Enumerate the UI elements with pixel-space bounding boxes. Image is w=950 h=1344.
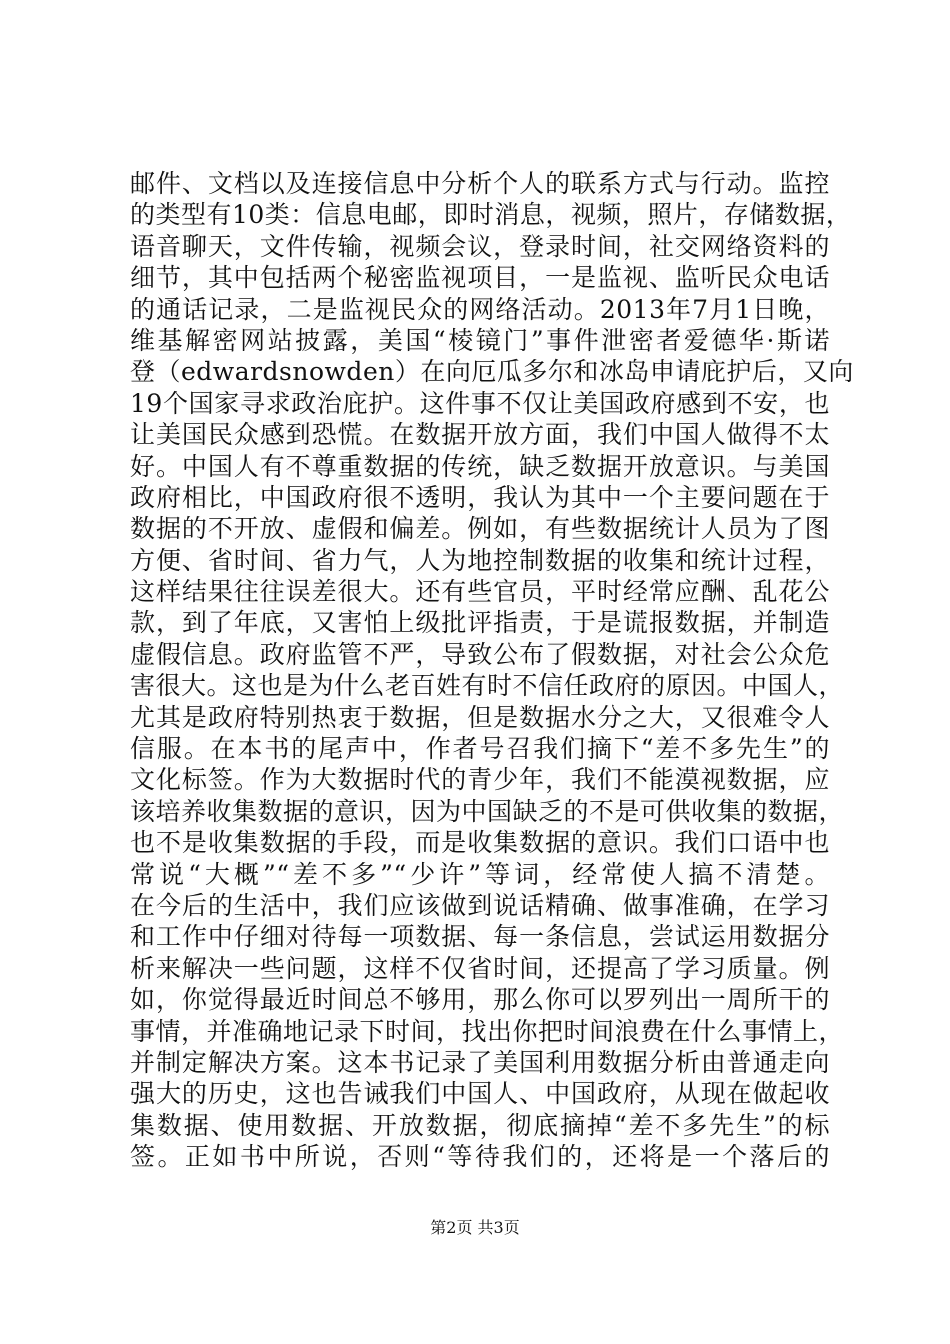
text-line: 这样结果往往误差很大。还有些官员，平时经常应酬、乱花公 [130,577,830,607]
text-line: 事情，并准确地记录下时间，找出你把时间浪费在什么事情上， [130,1016,845,1046]
text-line: 如，你觉得最近时间总不够用，那么你可以罗列出一周所干的 [130,985,830,1015]
text-line: 19个国家寻求政治庇护。这件事不仅让美国政府感到不安，也 [130,388,830,418]
text-line: 维基解密网站披露，美国“棱镜门”事件泄密者爱德华·斯诺 [130,325,830,355]
text-line: 的通话记录，二是监视民众的网络活动。2013年7月1日晚， [130,294,830,324]
body-text [130,168,854,1173]
text-line: 文化标签。作为大数据时代的青少年，我们不能漠视数据，应 [130,765,830,795]
text-line: 常说“大概”“差不多”“少许”等词，经常使人搞不清楚。 [130,859,830,889]
text-line: 害很大。这也是为什么老百姓有时不信任政府的原因。中国人， [130,671,845,701]
text-line: 方便、省时间、省力气，人为地控制数据的收集和统计过程， [130,545,830,575]
text-line: 邮件、文档以及连接信息中分析个人的联系方式与行动。监控 [130,169,830,198]
text-line: 和工作中仔细对待每一项数据、每一条信息，尝试运用数据分 [130,922,830,952]
page-footer: 第2页 共3页 [430,1218,520,1237]
text-line: 细节，其中包括两个秘密监视项目，一是监视、监听民众电话 [130,263,830,293]
text-line: 虚假信息。政府监管不严，导致公布了假数据，对社会公众危 [130,639,830,669]
text-line: 集数据、使用数据、开放数据，彻底摘掉“差不多先生”的标 [130,1110,830,1140]
text-line: 强大的历史，这也告诫我们中国人、中国政府，从现在做起收 [130,1079,830,1109]
text-line: 的类型有10类：信息电邮，即时消息，视频，照片，存储数据， [130,200,852,230]
text-line: 数据的不开放、虚假和偏差。例如，有些数据统计人员为了图 [130,514,830,544]
text-line: 并制定解决方案。这本书记录了美国利用数据分析由普通走向 [130,1047,830,1077]
text-line: 款，到了年底，又害怕上级批评指责，于是谎报数据，并制造 [130,608,830,638]
text-line: 登（edwardsnowden）在向厄瓜多尔和冰岛申请庇护后，又向 [130,357,854,387]
text-line: 签。正如书中所说，否则“等待我们的，还将是一个落后的 [130,1142,830,1172]
text-line: 在今后的生活中，我们应该做到说话精确、做事准确，在学习 [130,890,830,920]
text-line: 析来解决一些问题，这样不仅省时间，还提高了学习质量。例 [130,953,830,983]
text-line: 政府相比，中国政府很不透明，我认为其中一个主要问题在于 [130,482,830,512]
text-line: 让美国民众感到恐慌。在数据开放方面，我们中国人做得不太 [130,420,830,450]
text-line: 也不是收集数据的手段，而是收集数据的意识。我们口语中也 [130,828,830,858]
text-line: 信服。在本书的尾声中，作者号召我们摘下“差不多先生”的 [130,734,830,764]
text-line: 该培养收集数据的意识，因为中国缺乏的不是可供收集的数据， [130,796,845,826]
text-line: 语音聊天，文件传输，视频会议，登录时间，社交网络资料的 [130,231,830,261]
text-line: 好。中国人有不尊重数据的传统，缺乏数据开放意识。与美国 [130,451,830,481]
text-line: 尤其是政府特别热衷于数据，但是数据水分之大，又很难令人 [130,702,830,732]
